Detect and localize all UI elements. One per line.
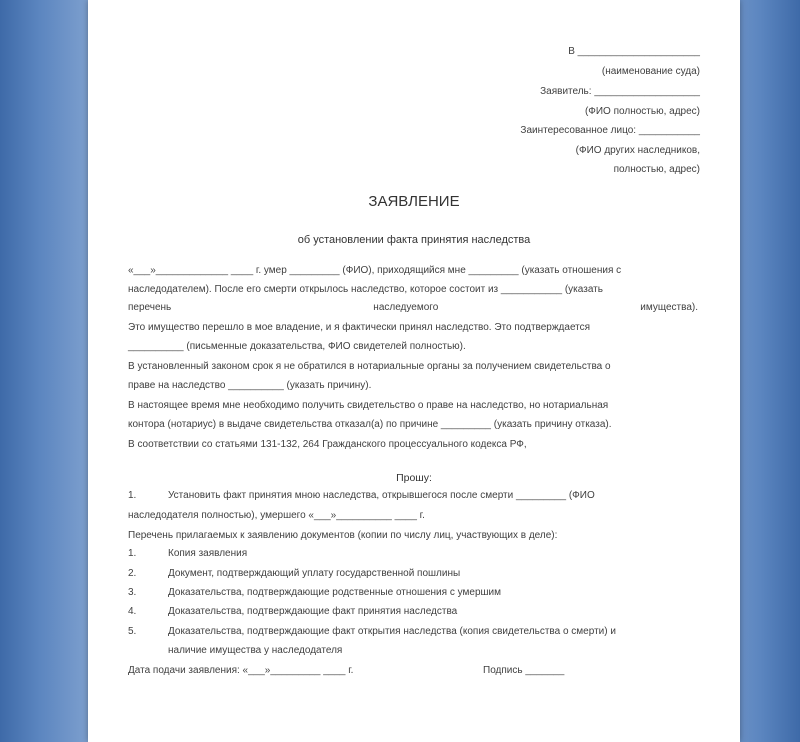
body-line: В соответствии со статьями 131-132, 264 Гражданского процессуального кодекса РФ, (128, 439, 527, 450)
body-line: контора (нотариус) в выдаче свидетельства отказал(а) по причине _________ (указать причину отказа). (128, 419, 612, 430)
attachment-number: 5. (128, 626, 137, 637)
attachment-number: 4. (128, 606, 137, 617)
submission-date: Дата подачи заявления: «___»_________ ____ г. (128, 665, 354, 676)
request-heading: Прошу: (396, 472, 432, 484)
body-line: В настоящее время мне необходимо получить свидетельство о праве на наследство, но нотариальная (128, 400, 609, 411)
body-line: перечень наследуемого имущества). (128, 302, 698, 313)
attachment-item-continued: наличие имущества у наследодателя (168, 645, 343, 656)
request-item-text: Установить факт принятия мною наследства, открывшегося после смерти _________ (ФИО (168, 490, 595, 501)
body-line: В установленный законом срок я не обратился в нотариальные органы за получением свидетельства о (128, 361, 611, 372)
document-subtitle: об установлении факта принятия наследства (297, 234, 531, 246)
body-line: «___»_____________ ____ г. умер _________ (ФИО), приходящийся мне _________ (указать отношения с (128, 265, 622, 276)
document-page (88, 0, 740, 742)
signature-line: Подпись _______ (483, 665, 565, 676)
body-line: праве на наследство __________ (указать причину). (128, 380, 372, 391)
attachment-item: Доказательства, подтверждающие факт открытия наследства (копия свидетельства о смерти) и (168, 626, 616, 637)
attachments-heading: Перечень прилагаемых к заявлению документов (копии по числу лиц, участвующих в деле): (128, 530, 558, 541)
court-line: В ______________________ (568, 46, 700, 57)
attachment-item: Документ, подтверждающий уплату государственной пошлины (168, 568, 461, 579)
attachment-number: 2. (128, 568, 137, 579)
body-line: __________ (письменные доказательства, ФИО свидетелей полностью). (128, 341, 466, 352)
interested-hint-1: (ФИО других наследников, (575, 145, 700, 156)
court-hint: (наименование суда) (601, 66, 700, 77)
interested-line: Заинтересованное лицо: ___________ (520, 125, 700, 136)
request-item-text: наследодателя полностью), умершего «___»__________ ____ г. (128, 510, 425, 521)
body-line: Это имущество перешло в мое владение, и я фактически принял наследство. Это подтверждается (128, 322, 591, 333)
attachment-item: Копия заявления (168, 548, 248, 559)
attachment-item: Доказательства, подтверждающие родственные отношения с умершим (168, 587, 501, 598)
attachment-item: Доказательства, подтверждающие факт принятия наследства (168, 606, 458, 617)
body-line: наследодателем). После его смерти открылось наследство, которое состоит из ___________ (указать (128, 284, 603, 295)
applicant-hint: (ФИО полностью, адрес) (584, 106, 700, 117)
document-title: ЗАЯВЛЕНИЕ (368, 193, 460, 210)
applicant-line: Заявитель: ___________________ (540, 86, 700, 97)
attachment-number: 1. (128, 548, 137, 559)
interested-hint-2: полностью, адрес) (613, 164, 700, 175)
request-item-number: 1. (128, 490, 137, 501)
attachment-number: 3. (128, 587, 137, 598)
